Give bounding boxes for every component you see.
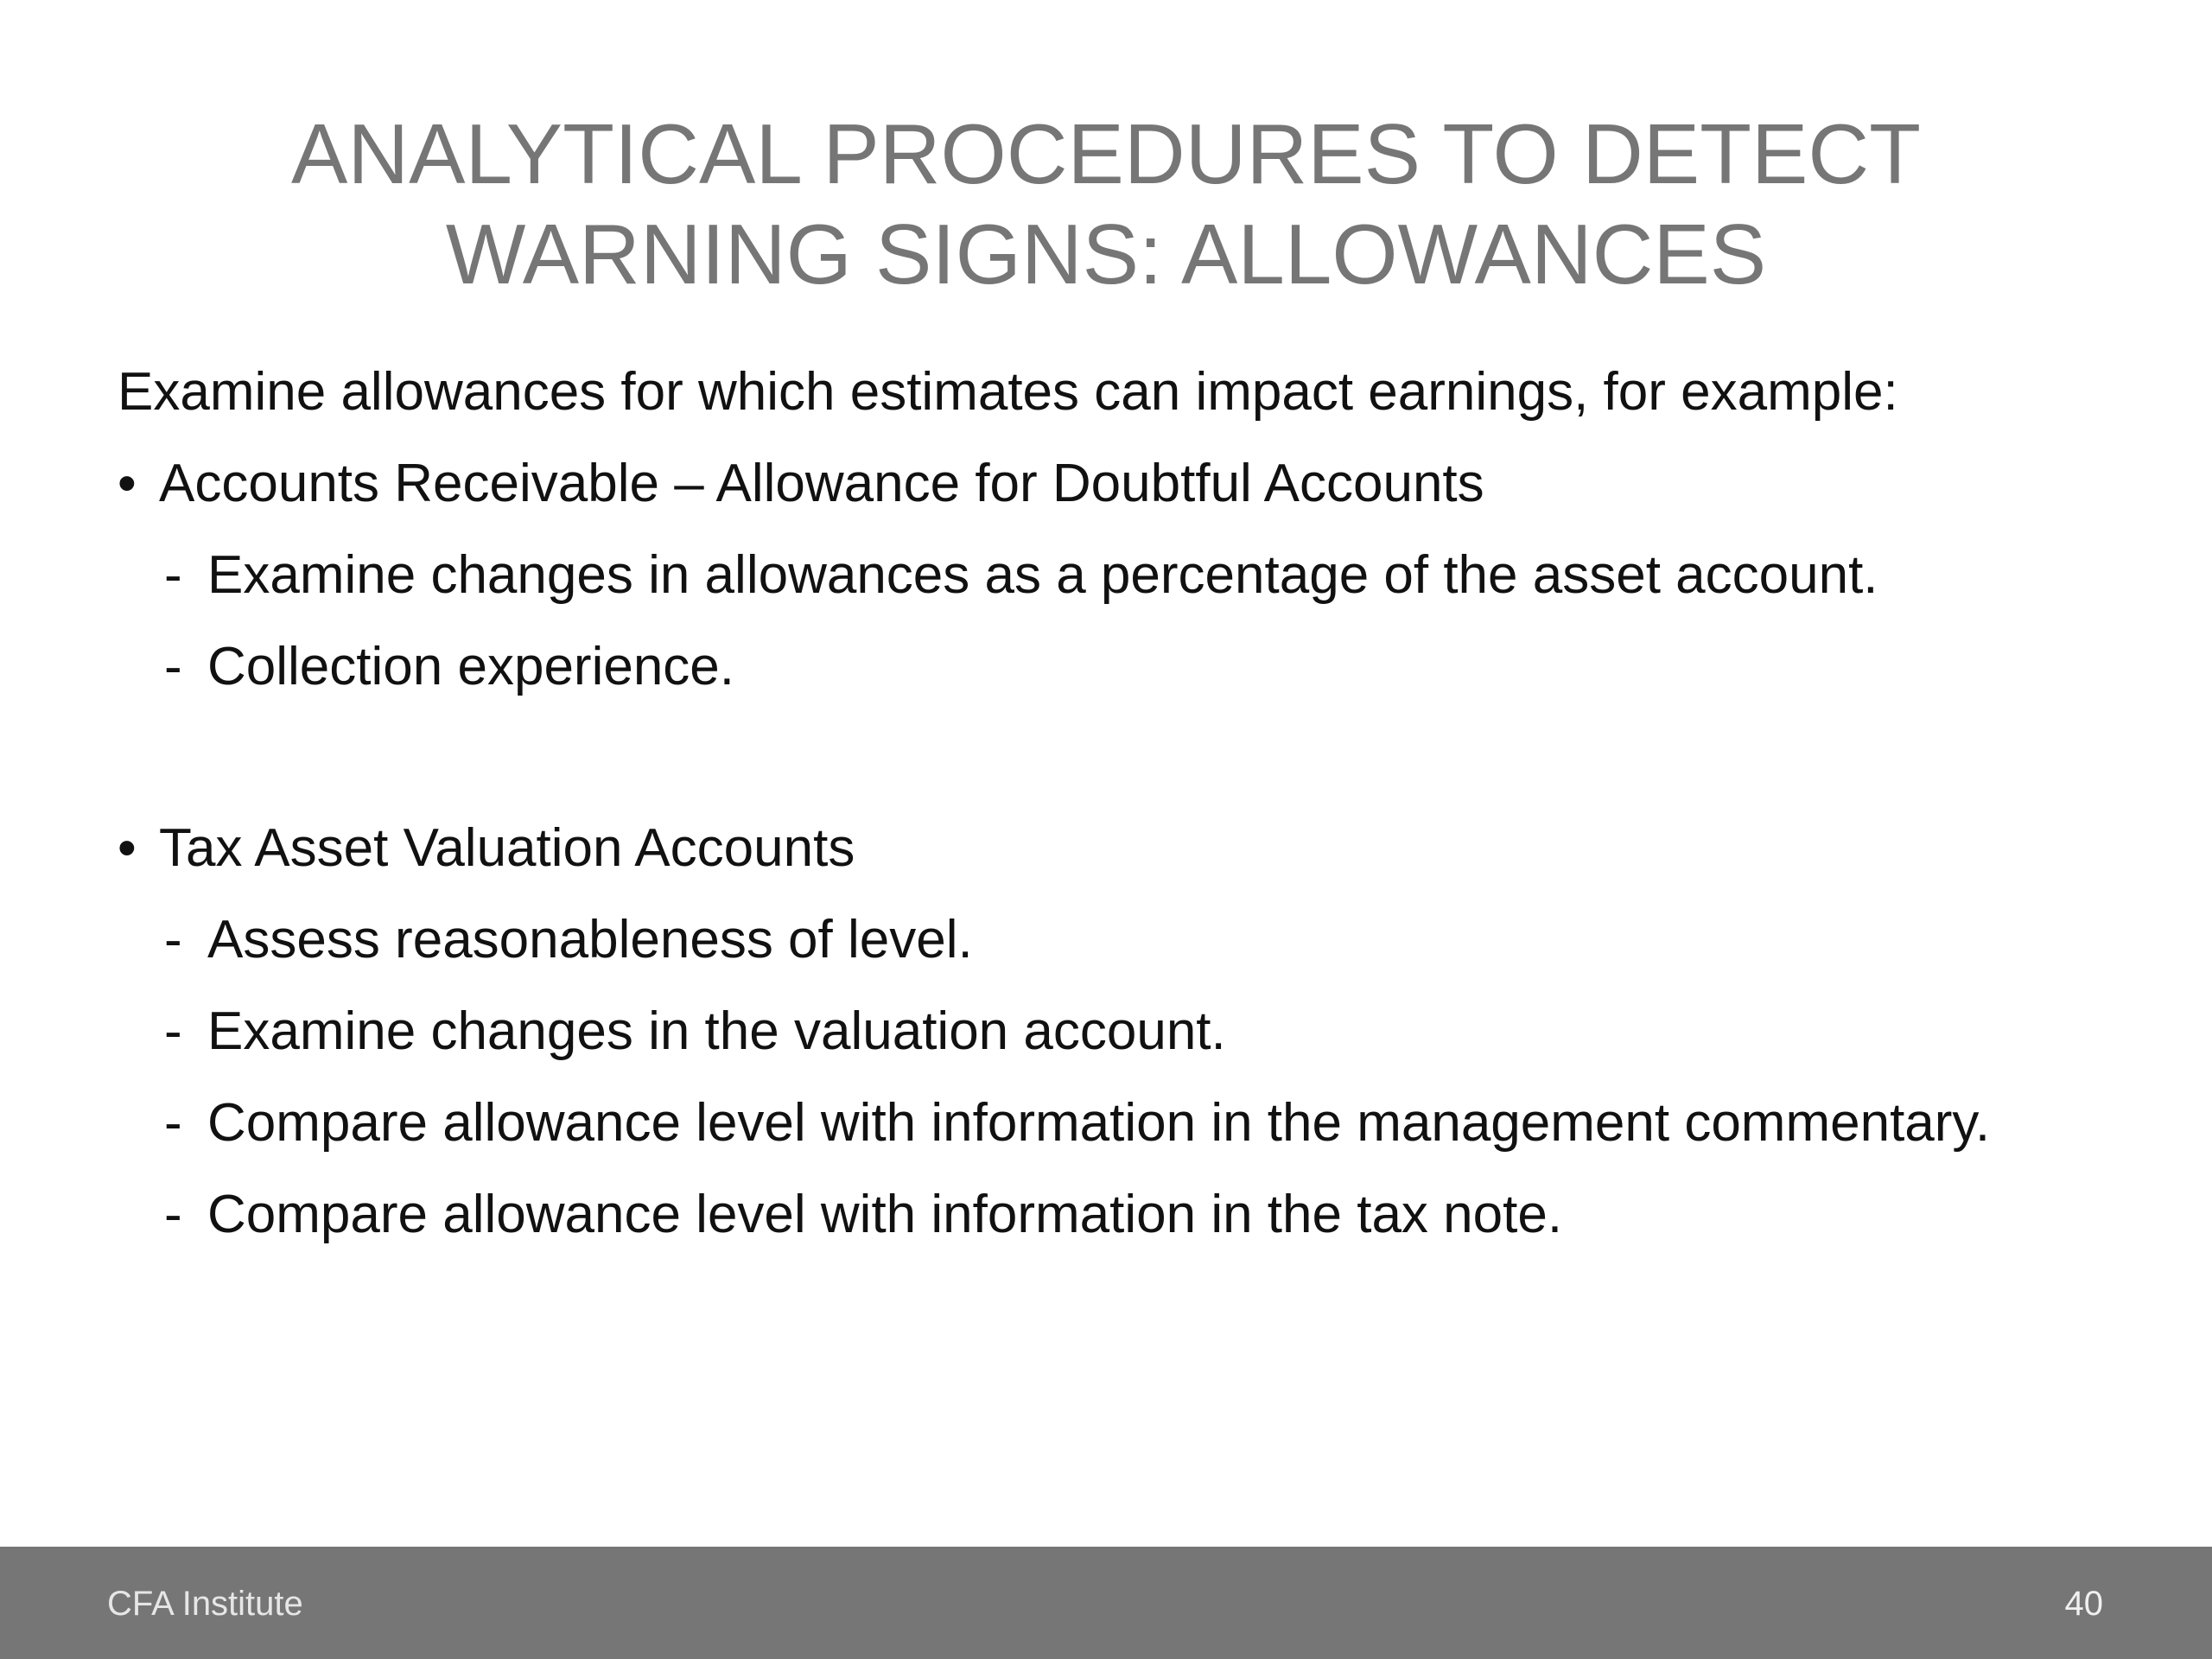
sub-item <box>164 1184 1562 1246</box>
footer-bar <box>0 1547 2212 1659</box>
bullet-text: Tax Asset Valuation Accounts <box>159 818 855 878</box>
dash-marker: - <box>164 1001 182 1061</box>
intro-text: Examine allowances for which estimates can impact earnings, for example: <box>118 362 1898 422</box>
dash-marker: - <box>164 1185 182 1244</box>
dash-marker: - <box>164 637 182 696</box>
bullet-text: Accounts Receivable – Allowance for Doubtful Accounts <box>159 454 1484 513</box>
sub-item <box>164 544 1878 607</box>
sub-item <box>164 1001 1226 1063</box>
sub-item-text: Compare allowance level with information in the tax note. <box>207 1185 1563 1244</box>
sub-item <box>164 636 734 698</box>
bullet-item-accounts-receivable <box>118 453 1484 515</box>
bullet-marker: • <box>118 454 137 513</box>
sub-item-text: Examine changes in the valuation account. <box>207 1001 1226 1061</box>
sub-item <box>164 1092 1990 1154</box>
slide-title-line-1: ANALYTICAL PROCEDURES TO DETECT <box>291 106 1921 201</box>
page-number: 40 <box>2064 1585 2103 1623</box>
slide-title-line-2: WARNING SIGNS: ALLOWANCES <box>445 207 1767 302</box>
dash-marker: - <box>164 545 182 605</box>
sub-item-text: Examine changes in allowances as a percentage of the asset account. <box>207 545 1878 605</box>
sub-item-text: Compare allowance level with information in the management commentary. <box>207 1093 1991 1153</box>
bullet-item-tax-asset <box>118 817 855 880</box>
sub-item-text: Assess reasonableness of level. <box>207 910 973 969</box>
sub-item <box>164 909 973 971</box>
sub-item-text: Collection experience. <box>207 637 735 696</box>
bullet-marker: • <box>118 818 137 878</box>
slide-title <box>0 104 2212 304</box>
dash-marker: - <box>164 910 182 969</box>
dash-marker: - <box>164 1093 182 1153</box>
footer-brand: CFA Institute <box>107 1585 303 1623</box>
